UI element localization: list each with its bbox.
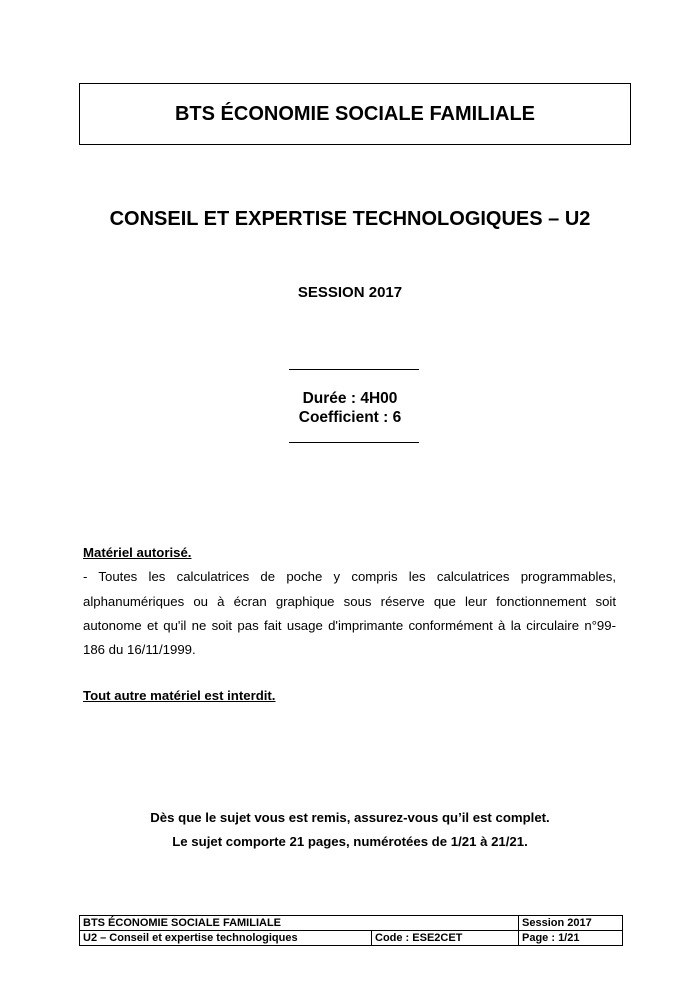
footer-unit: U2 – Conseil et expertise technologiques (80, 931, 372, 946)
session-label: SESSION 2017 (297, 284, 403, 301)
authorized-materials (83, 541, 616, 662)
footer-code: Code : ESE2CET (372, 931, 519, 946)
title-box (79, 83, 631, 145)
footer-session: Session 2017 (519, 916, 623, 931)
footer-page: Page : 1/21 (519, 931, 623, 946)
footer-row (80, 931, 623, 946)
notice-line-2: Le sujet comporte 21 pages, numérotées de 1/21 à 21/21. (172, 834, 528, 849)
materials-heading: Matériel autorisé. (83, 545, 192, 560)
subject-title: CONSEIL ET EXPERTISE TECHNOLOGIQUES – U2 (109, 208, 591, 230)
notice-line-1: Dès que le sujet vous est remis, assurez-vous qu’il est complet. (150, 810, 550, 825)
footer-exam: BTS ÉCONOMIE SOCIALE FAMILIALE (80, 916, 519, 931)
coefficient-label: Coefficient : 6 (298, 409, 402, 426)
divider-bottom (289, 442, 419, 443)
duration-label: Durée : 4H00 (302, 390, 398, 407)
footer-row (80, 916, 623, 931)
duration-block (0, 389, 700, 427)
divider-top (289, 369, 419, 370)
materials-text: - Toutes les calculatrices de poche y compris les calculatrices programmables, alphanumériques ou à écran graphique sous réserve que leur fonctionnement soit autonome et qu'il ne soit pas fait usage d'imprimante conformément à la circulaire n°99-186 du 16/11/1999. (83, 569, 616, 658)
forbidden-notice: Tout autre matériel est interdit. (83, 688, 276, 703)
completeness-notice (0, 806, 700, 854)
footer-table (79, 915, 623, 946)
exam-title: BTS ÉCONOMIE SOCIALE FAMILIALE (174, 102, 535, 125)
